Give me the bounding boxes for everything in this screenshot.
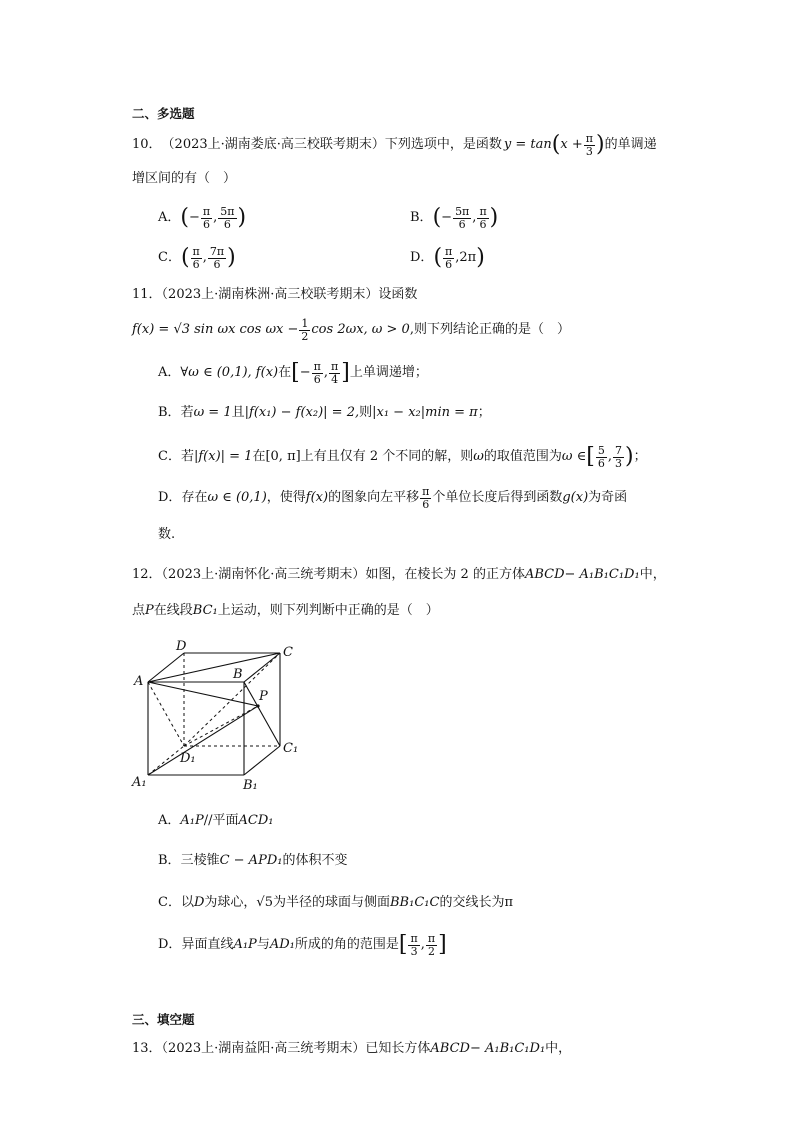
option-c[interactable]: C． ( $\frac{\pi}{6}$ , $\frac{7\pi}{6}$ )	[158, 244, 236, 271]
label-d: D	[176, 640, 187, 654]
option-text: ；	[633, 449, 647, 464]
option-text: 若	[180, 405, 194, 420]
function-expression-cont: cos 2ωx, ω > 0	[311, 322, 410, 337]
denominator: 2	[301, 329, 309, 343]
question-10-line2: 增区间的有（ ）	[132, 171, 237, 186]
question-stem: 下列选项中，是函数	[384, 137, 502, 152]
label-a: A	[134, 674, 144, 689]
denominator: 2	[427, 944, 435, 958]
right-bracket: ]	[438, 932, 447, 957]
minus-sign: −	[441, 210, 453, 225]
denominator: 3	[585, 144, 593, 158]
question-number: 11．	[132, 287, 162, 302]
right-paren: )	[237, 205, 247, 230]
numerator: π	[585, 131, 593, 145]
label-c: C	[283, 645, 293, 660]
option-b[interactable]	[158, 404, 491, 422]
fraction	[312, 361, 323, 386]
denominator: 4	[331, 372, 339, 386]
option-text: 的体积不变	[282, 853, 348, 868]
numerator: 1	[301, 316, 309, 330]
option-text: //平面	[203, 813, 239, 828]
math-expression: A₁P	[233, 937, 257, 952]
point-p	[256, 704, 259, 707]
math-expression: |x₁ − x₂|min = π	[372, 405, 478, 420]
left-paren: (	[180, 245, 190, 270]
math-expression: [0, π]	[265, 449, 301, 464]
right-paren: )	[624, 444, 634, 469]
math-expression: ABCD− A₁B₁C₁D₁	[430, 1041, 546, 1056]
label-c1: C₁	[283, 741, 299, 756]
fraction	[191, 246, 202, 271]
label-b1: B₁	[243, 778, 258, 793]
segment-ap	[148, 682, 258, 706]
edge-b1c1	[244, 746, 280, 775]
option-text: 则	[359, 405, 373, 420]
left-paren: (	[432, 205, 442, 230]
question-stem: 已知长方体	[365, 1041, 431, 1056]
right-paren: )	[476, 245, 485, 270]
option-text: ；	[477, 405, 491, 420]
option-label: B．	[158, 853, 181, 868]
option-label: C．	[158, 449, 181, 464]
question-number: 13．	[132, 1041, 162, 1056]
denominator: 6	[445, 257, 453, 271]
math-expression: ACD₁	[238, 813, 274, 828]
fraction	[208, 246, 226, 271]
option-text: 且	[231, 405, 245, 420]
option-text: 以	[180, 895, 194, 910]
option-label: A．	[158, 210, 181, 225]
question-12-line2	[132, 602, 439, 620]
right-paren: )	[595, 132, 605, 157]
option-label: B．	[410, 210, 433, 225]
question-stem: 如图，在棱长为 2 的正方体	[365, 567, 525, 582]
math-expression: ω ∈ (0,1)	[207, 490, 267, 505]
option-b[interactable]	[158, 852, 347, 870]
denominator: 6	[203, 217, 210, 231]
denominator: 3	[410, 944, 418, 958]
denominator: 3	[614, 456, 622, 470]
option-text: 异面直线	[181, 937, 234, 952]
numerator: π	[410, 931, 418, 945]
fraction	[329, 361, 340, 386]
denominator: 6	[458, 217, 466, 231]
denominator: 6	[422, 497, 430, 511]
question-source: （2023上·湖南株洲·高三校联考期末）	[161, 287, 379, 302]
question-number: 12．	[132, 567, 162, 582]
fraction	[426, 933, 437, 958]
right-bracket: ]	[341, 360, 350, 385]
option-text: 在	[278, 365, 292, 380]
math-expression: π	[504, 895, 513, 910]
math-expression: g(x)	[562, 490, 589, 505]
fraction	[201, 206, 212, 231]
math-expression: f(x)	[305, 490, 329, 505]
numerator: 5π	[220, 204, 235, 218]
option-a[interactable]: A． ∀ω ∈ (0,1), f(x) 在 [ − $\frac{\pi}{6}$ , $\frac{\pi}{4}$ ] 上单调递增；	[158, 359, 428, 386]
option-text: 若	[180, 449, 194, 464]
option-a[interactable]: A． ( − $\frac{\pi}{6}$ , $\frac{5\pi}{6}$ )	[158, 204, 247, 231]
math-expression: A₁P	[180, 813, 204, 828]
question-stem: 在线段	[153, 603, 193, 618]
numerator: 7π	[209, 244, 225, 258]
denominator: 6	[213, 257, 221, 271]
option-text: 为半径的球面与侧面	[272, 895, 390, 910]
option-text: ，使得	[266, 490, 306, 505]
option-text: 的交线长为	[439, 895, 505, 910]
option-label: C．	[158, 250, 181, 265]
option-text: 所成的角的范围是	[294, 937, 399, 952]
math-expression: P	[145, 603, 154, 618]
question-13-line1	[132, 1040, 571, 1058]
denominator: 6	[313, 372, 321, 386]
question-stem-cont: 的单调递	[604, 137, 657, 152]
math-expression: √5	[256, 895, 273, 910]
option-label: B．	[158, 405, 181, 420]
option-text: 上有且仅有 2 个不同的解，则	[300, 449, 474, 464]
fraction	[420, 486, 431, 511]
math-expression: BC₁	[192, 603, 218, 618]
question-source: （2023上·湖南怀化·高三统考期末）	[161, 567, 366, 582]
option-text: 为奇函	[588, 490, 628, 505]
option-text: 三棱锥	[180, 853, 220, 868]
right-paren: )	[489, 205, 499, 230]
numerator: 7	[614, 443, 622, 457]
right-paren: )	[227, 245, 236, 270]
math-expression: |f(x₁) − f(x₂)| = 2,	[244, 405, 360, 420]
left-bracket: [	[398, 932, 408, 957]
option-text: 上单调递增；	[349, 365, 428, 380]
math-expression: C − APD₁	[219, 853, 283, 868]
fraction	[443, 246, 454, 271]
option-text: 与	[256, 937, 270, 952]
question-11-line1	[132, 286, 417, 304]
numerator: 5	[597, 443, 605, 457]
option-label: D．	[158, 490, 182, 505]
option-c[interactable]	[158, 894, 513, 912]
numerator: π	[479, 204, 487, 218]
question-stem-cont: ,则下列结论正确的是（ ）	[409, 322, 570, 337]
left-bracket: [	[586, 444, 595, 469]
option-text: 个单位长度后得到函数	[432, 490, 563, 505]
cube-figure	[128, 640, 308, 795]
section-title-multiple-choice: 二、多选题	[132, 106, 195, 121]
option-text: 的取值范围为	[483, 449, 562, 464]
interval-end: 2π	[459, 250, 477, 265]
diagonal-ac	[148, 653, 280, 682]
label-d1: D₁	[180, 751, 196, 766]
section-title-fill-in: 三、填空题	[132, 1012, 195, 1027]
numerator: π	[427, 931, 436, 945]
denominator: 6	[479, 217, 487, 231]
denominator: 6	[597, 456, 605, 470]
function-expression: f(x) = √3 sin ωx cos ωx −	[132, 322, 299, 337]
function-expression: y = tan	[503, 137, 552, 152]
fraction	[584, 133, 595, 158]
numerator: π	[192, 244, 200, 258]
question-stem-cont: 中，	[639, 567, 666, 582]
numerator: 5π	[455, 204, 470, 218]
option-d-continuation: 数.	[158, 527, 176, 542]
left-bracket: [	[291, 360, 300, 385]
math-expression: D	[193, 895, 205, 910]
numerator: π	[422, 484, 430, 498]
option-text: 存在	[181, 490, 208, 505]
numerator: π	[313, 359, 321, 373]
math-expression: ω = 1	[193, 405, 232, 420]
math-expression: BB₁C₁C	[390, 895, 440, 910]
option-b[interactable]: B． ( − $\frac{5\pi}{6}$ , $\frac{\pi}{6}$ )	[410, 204, 499, 231]
math-expression: |f(x)| = 1	[193, 449, 253, 464]
fraction	[453, 206, 471, 231]
question-10-line1	[132, 130, 657, 160]
option-a[interactable]	[158, 812, 274, 830]
option-text: 的图象向左平移	[328, 490, 420, 505]
option-d[interactable]: D． ( $\frac{\pi}{6}$ , 2π )	[410, 244, 485, 271]
math-expression: ω ∈	[561, 449, 587, 464]
question-number: 10．	[132, 137, 162, 152]
option-d[interactable]	[158, 482, 627, 514]
segment-a1p	[148, 706, 258, 775]
label-a1: A₁	[132, 775, 147, 790]
fraction	[299, 318, 310, 343]
question-stem: 上运动，则下列判断中正确的是（ ）	[217, 603, 439, 618]
numerator: π	[202, 204, 211, 218]
option-label: C．	[158, 895, 181, 910]
numerator: π	[445, 244, 453, 258]
question-source: （2023上·湖南益阳·高三统考期末）	[161, 1041, 366, 1056]
question-stem-cont: 中，	[545, 1041, 572, 1056]
option-text: 在	[252, 449, 266, 464]
option-text: 为球心，	[204, 895, 257, 910]
minus-sign: −	[188, 210, 200, 225]
fraction	[477, 206, 488, 231]
question-stem: 点	[132, 603, 146, 618]
question-source: （2023上·湖南娄底·高三校联考期末）	[161, 137, 385, 152]
math-expression: AD₁	[269, 937, 295, 952]
option-label: A．	[158, 365, 181, 380]
fraction	[596, 445, 607, 470]
left-paren: (	[551, 132, 561, 157]
function-argument: x +	[560, 137, 583, 152]
denominator: 6	[192, 257, 200, 271]
option-label: D．	[158, 937, 182, 952]
math-expression: ∀ω ∈ (0,1), f(x)	[180, 365, 279, 380]
math-expression: ABCD− A₁B₁C₁D₁	[524, 567, 640, 582]
denominator: 6	[223, 217, 231, 231]
numerator: π	[330, 359, 339, 373]
question-11-line2	[132, 314, 570, 346]
fraction	[408, 933, 419, 958]
question-stem: 设函数	[378, 287, 418, 302]
option-label: D．	[410, 250, 434, 265]
left-paren: (	[433, 245, 443, 270]
left-paren: (	[180, 205, 189, 230]
fraction	[613, 445, 624, 470]
label-p: P	[259, 689, 268, 704]
fraction	[218, 206, 236, 231]
math-expression: ω	[473, 449, 484, 464]
question-12-line1	[132, 566, 666, 584]
label-b: B	[233, 667, 243, 682]
segment-d1p-hidden	[184, 706, 258, 746]
option-c[interactable]: C． 若 |f(x)| = 1 在 [0, π] 上有且仅有 2 个不同的解，则 ω 的取值范围为 ω ∈ [ $\frac{5}{6}$ , $\frac{7}{3}$ ) ；	[158, 443, 647, 470]
edge-a1d1-hidden	[148, 746, 184, 775]
segment-ad1-hidden	[148, 682, 184, 746]
option-label: A．	[158, 813, 181, 828]
option-d[interactable]: D． 异面直线 A₁P 与 AD₁ 所成的角的范围是 [ $\frac{\pi}{3}$ , $\frac{\pi}{2}$ ]	[158, 931, 447, 958]
